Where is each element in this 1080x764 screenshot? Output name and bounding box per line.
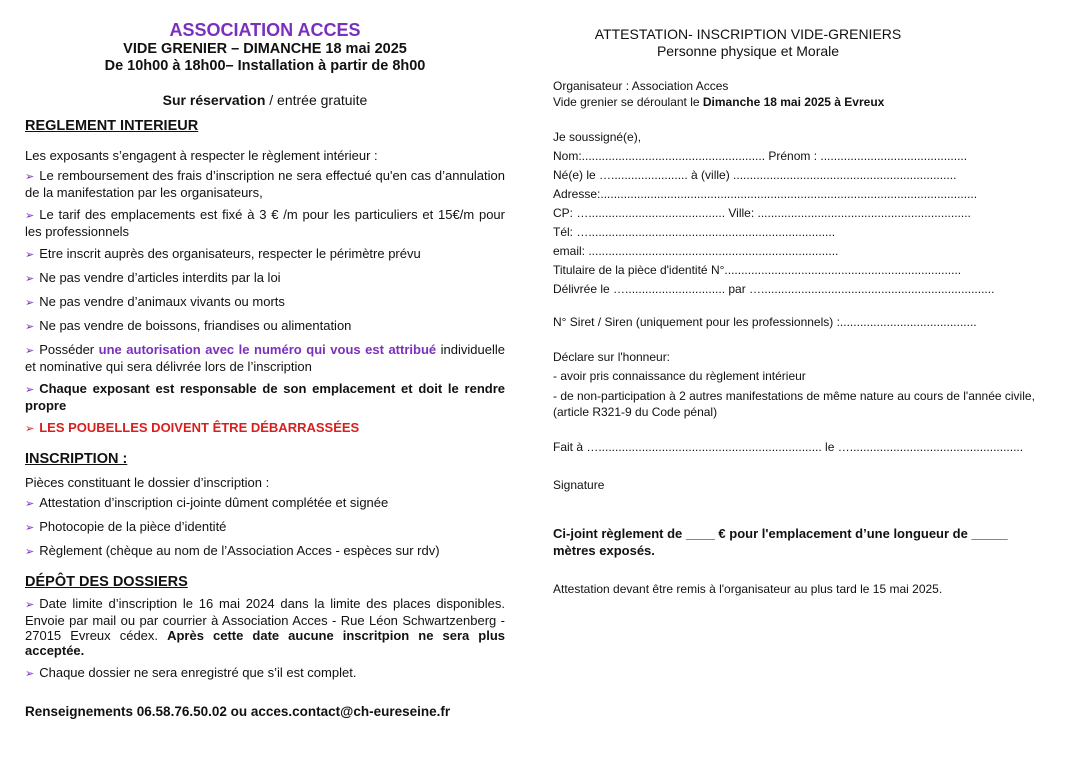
- declare-item: - de non-participation à 2 autres manifestations de même nature au cours de l'année civile, (article R321-9 du Code pénal): [553, 389, 1035, 419]
- address-field: Adresse:.................................................................................................................: [553, 187, 978, 201]
- arrow-bullet-icon: ➢: [25, 297, 35, 309]
- place-date-field: Fait à …................................................................... le …....................................................: [553, 440, 1024, 454]
- arrow-bullet-icon: ➢: [25, 522, 35, 534]
- event-header: [25, 20, 505, 108]
- list-item: ➢ Posséder une autorisation avec le numéro qui vous est attribué individuelle et nominative qui sera délivrée lors de l’inscription: [25, 342, 505, 374]
- list-item: ➢ Ne pas vendre d’articles interdits par la loi: [25, 270, 281, 285]
- arrow-bullet-icon: ➢: [25, 321, 35, 333]
- arrow-bullet-icon: ➢: [25, 345, 35, 357]
- list-item: ➢ Etre inscrit auprès des organisateurs, respecter le périmètre prévu: [25, 246, 421, 261]
- arrow-bullet-icon: ➢: [25, 384, 35, 396]
- depot-list: [25, 596, 505, 682]
- list-item: ➢ Chaque dossier ne sera enregistré que s’il est complet.: [25, 665, 357, 680]
- list-item-alert: ➢ LES POUBELLES DOIVENT ÊTRE DÉBARRASSÉES: [25, 420, 360, 435]
- declare-item: - avoir pris connaissance du règlement intérieur: [553, 369, 806, 383]
- arrow-bullet-icon: ➢: [25, 668, 35, 680]
- list-item: ➢ Le remboursement des frais d’inscription ne sera effectué qu'en cas d’annulation de la manifestation par les organisateurs,: [25, 168, 505, 200]
- arrow-bullet-icon: ➢: [25, 210, 35, 222]
- siret-field: N° Siret / Siren (uniquement pour les professionnels) :.........................................: [553, 315, 977, 329]
- payment-note: Ci-joint règlement de ____ € pour l'emplacement d’une longueur de _____ mètres exposés.: [553, 526, 1008, 558]
- contact-line: Renseignements 06.58.76.50.02 ou acces.contact@ch-eureseine.fr: [25, 704, 451, 719]
- nom-field: Nom:....................................................... Prénom : ............................................: [553, 149, 968, 163]
- attestation-column: [553, 26, 1053, 597]
- organizer-block: [553, 78, 1053, 110]
- reservation-note: [25, 92, 505, 108]
- rules-list: [25, 168, 505, 437]
- event-hours: De 10h00 à 18h00– Installation à partir de 8h00: [104, 58, 426, 74]
- arrow-bullet-icon: ➢: [25, 546, 35, 558]
- rules-title: REGLEMENT INTERIEUR: [25, 118, 199, 134]
- rules-intro: Les exposants s’engagent à respecter le règlement intérieur :: [25, 148, 378, 163]
- list-item: ➢ Règlement (chèque au nom de l’Association Acces - espèces sur rdv): [25, 543, 440, 558]
- id-number-field: Titulaire de la pièce d'identité N°.......................................................................: [553, 263, 962, 277]
- phone-field: Tél: …..........................................................................: [553, 225, 836, 239]
- org-title: ASSOCIATION ACCES: [169, 20, 361, 40]
- list-item: ➢ Attestation d’inscription ci-jointe dûment complétée et signée: [25, 495, 389, 510]
- list-item: ➢ Ne pas vendre d’animaux vivants ou morts: [25, 294, 285, 309]
- soussigne-label: Je soussigné(e),: [553, 130, 642, 144]
- reservation-bold: Sur réservation: [162, 92, 266, 108]
- inscription-section: [25, 451, 505, 560]
- depot-section: [25, 574, 505, 682]
- inscription-list: [25, 495, 505, 560]
- depot-title: DÉPÔT DES DOSSIERS: [25, 574, 188, 590]
- declaration-block: [553, 348, 1053, 420]
- authorization-highlight: une autorisation avec le numéro qui vous est attribué: [98, 342, 437, 357]
- deadline-note: Attestation devant être remis à l'organisateur au plus tard le 15 mai 2025.: [553, 582, 943, 596]
- list-item: ➢ Date limite d’inscription le 16 mai 2024 dans la limite des places disponibles. Envoie par mail ou par courrier à Association Acces - Rue Léon Schwartzenberg - 27015 Evreux cédex. Après cette date aucune inscritpion ne sera plus acceptée.: [25, 596, 506, 658]
- list-item: ➢ Photocopie de la pièce d’identité: [25, 519, 227, 534]
- attestation-header: [498, 26, 998, 60]
- event-line: Vide grenier se déroulant le Dimanche 18 mai 2025 à Evreux: [553, 95, 885, 109]
- arrow-bullet-icon: ➢: [25, 273, 35, 285]
- inscription-intro: Pièces constituant le dossier d’inscription :: [25, 475, 270, 490]
- list-item: ➢ Ne pas vendre de boissons, friandises ou alimentation: [25, 318, 352, 333]
- attestation-title: ATTESTATION- INSCRIPTION VIDE-GRENIERS: [594, 26, 902, 42]
- arrow-bullet-icon: ➢: [25, 249, 35, 261]
- event-date: VIDE GRENIER – DIMANCHE 18 mai 2025: [123, 41, 407, 57]
- arrow-bullet-icon: ➢: [25, 423, 35, 435]
- rules-column: [25, 20, 505, 719]
- attestation-subtitle: Personne physique et Morale: [656, 43, 840, 59]
- reservation-rest: / entrée gratuite: [265, 92, 368, 108]
- issued-field: Délivrée le ….............................. par …......................................................................: [553, 282, 995, 296]
- arrow-bullet-icon: ➢: [25, 599, 35, 611]
- list-item: ➢ Le tarif des emplacements est fixé à 3 € /m pour les particuliers et 15€/m pour les professionnels: [25, 207, 505, 239]
- cp-city-field: CP: …......................................... Ville: ................................................................: [553, 206, 971, 220]
- identity-form: [553, 128, 1053, 299]
- inscription-title: INSCRIPTION :: [25, 451, 128, 467]
- organizer-line: Organisateur : Association Acces: [553, 79, 729, 93]
- arrow-bullet-icon: ➢: [25, 171, 35, 183]
- arrow-bullet-icon: ➢: [25, 498, 35, 510]
- birth-field: Né(e) le …....................... à (ville) ...................................................................: [553, 168, 957, 182]
- rules-section: [25, 118, 505, 437]
- email-field: email: ...........................................................................: [553, 244, 839, 258]
- signature-label: Signature: [553, 478, 605, 492]
- list-item: ➢ Chaque exposant est responsable de son emplacement et doit le rendre propre: [25, 381, 505, 413]
- declare-label: Déclare sur l'honneur:: [553, 350, 671, 364]
